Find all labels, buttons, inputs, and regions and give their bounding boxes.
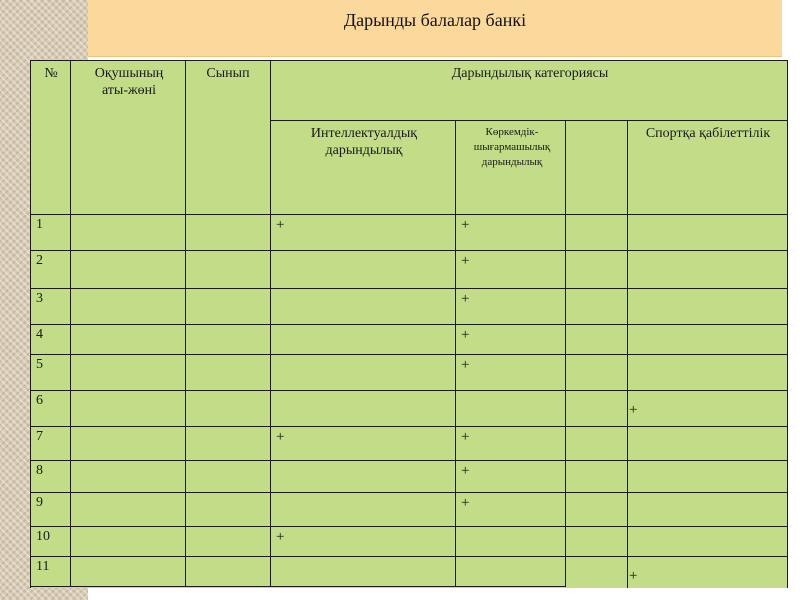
row-divider [30, 460, 788, 461]
header-student-name-line2: аты-жөні [101, 83, 157, 98]
row-divider [30, 288, 788, 289]
row-number: 11 [36, 559, 50, 574]
artistic-mark: + [461, 495, 470, 511]
row-number: 6 [36, 393, 43, 408]
row-number: 3 [36, 291, 43, 306]
intellectual-mark: + [276, 529, 285, 545]
row-number: 8 [36, 463, 43, 478]
row-divider [30, 354, 788, 355]
row-divider [30, 556, 788, 557]
sport-mark: + [629, 402, 638, 418]
header-sport: Спортқа қабілеттілік [645, 126, 771, 141]
row-divider [30, 214, 788, 215]
artistic-mark: + [461, 253, 470, 269]
row-divider [30, 526, 788, 527]
row-divider [30, 250, 788, 251]
row-number: 7 [36, 429, 43, 444]
row-number: 1 [36, 217, 43, 232]
artistic-mark: + [461, 217, 470, 233]
column-divider [270, 60, 271, 586]
header-number: № [44, 66, 58, 81]
sport-mark: + [629, 568, 638, 584]
row-number: 2 [36, 253, 43, 268]
header-intellectual-line1: Интеллектуалдық [310, 126, 418, 141]
intellectual-mark: + [276, 429, 285, 445]
row-divider [30, 324, 788, 325]
header-artistic-line2: шығармашылық [473, 141, 551, 153]
header-intellectual-line2: дарындылық [325, 143, 403, 158]
row-number: 9 [36, 495, 43, 510]
row-divider [30, 390, 788, 391]
header-divider [270, 120, 788, 121]
artistic-mark: + [461, 429, 470, 445]
header-artistic-line1: Көркемдік- [485, 126, 539, 138]
column-divider [565, 120, 566, 586]
intellectual-mark: + [276, 217, 285, 233]
header-category: Дарындылық категориясы [451, 66, 609, 81]
column-divider [185, 60, 186, 586]
row-divider [30, 426, 788, 427]
artistic-mark: + [461, 327, 470, 343]
header-class: Сынып [206, 66, 250, 81]
header-artistic-line3: дарындылық [481, 156, 543, 168]
row-number: 10 [36, 529, 50, 544]
header-student-name-line1: Оқушының [94, 66, 164, 81]
column-divider [455, 120, 456, 586]
title-band [88, 0, 782, 57]
artistic-mark: + [461, 463, 470, 479]
row-number: 4 [36, 327, 43, 342]
row-number: 5 [36, 357, 43, 372]
table-border-bottom [30, 586, 566, 587]
artistic-mark: + [461, 357, 470, 373]
row-divider [30, 492, 788, 493]
page-title: Дарынды балалар банкі [343, 10, 527, 30]
table-border-top [30, 60, 788, 61]
artistic-mark: + [461, 291, 470, 307]
column-divider [70, 60, 71, 586]
